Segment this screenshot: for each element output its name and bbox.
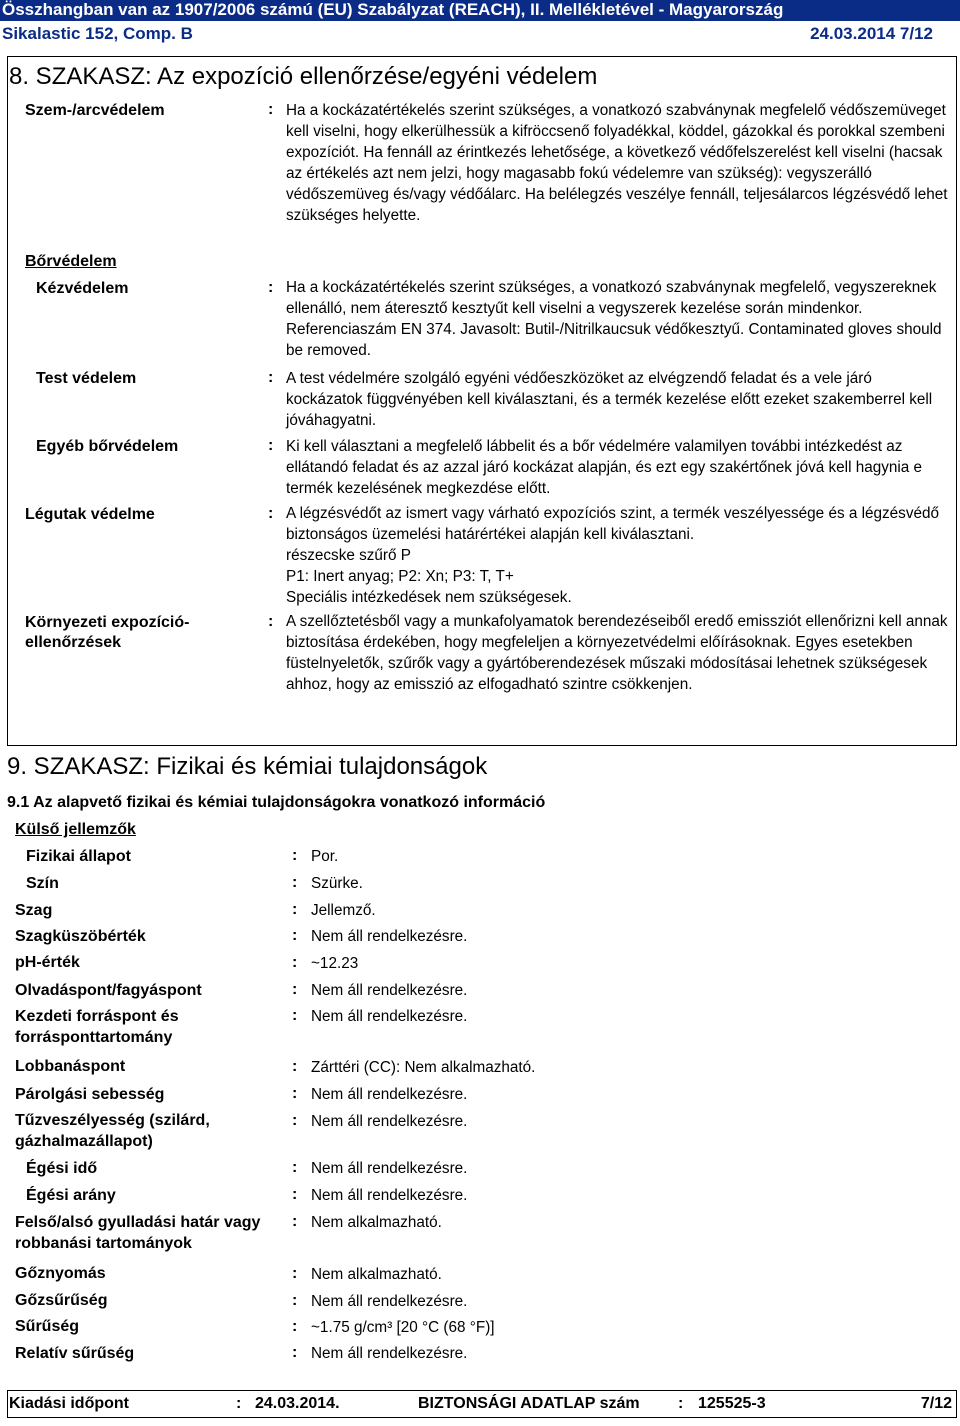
property-label: Relatív sűrűség [15,1345,135,1362]
property-value: Nem áll rendelkezésre. [311,1160,468,1177]
property-value: Nem áll rendelkezésre. [311,1113,468,1130]
footer-sds-label: BIZTONSÁGI ADATLAP szám [418,1395,640,1412]
colon: : [268,279,274,296]
property-label: Szagküszöbérték [15,928,146,945]
footer-sds-number: 125525-3 [698,1395,766,1412]
property-value: Nem áll rendelkezésre. [311,982,468,999]
colon: : [678,1395,684,1412]
colon: : [292,1213,298,1230]
property-label: Égési idő [26,1160,98,1177]
footer-page-number: 7/12 [920,1395,952,1412]
section9-title: 9. SZAKASZ: Fizikai és kémiai tulajdonságok [7,753,488,780]
property-value: Nem áll rendelkezésre. [311,1187,468,1204]
respiratory-filter: részecske szűrő P [286,547,411,564]
colon: : [292,1186,298,1203]
property-value: Nem alkalmazható. [311,1214,442,1231]
property-value: Nem alkalmazható. [311,1266,442,1283]
colon: : [292,1085,298,1102]
property-label: Felső/alsó gyulladási határ vagy robbanási tartományok [15,1214,261,1252]
property-label: Fizikai állapot [26,848,131,865]
colon: : [292,1344,298,1361]
other-skin-protection-text: Ki kell választani a megfelelő lábbelit és a bőr védelmére valamilyen további intézkedést az ellátandó feladat és az azzal járó kockázat alapján, és ezt egy szakértőnek jóvá kell hagynia e termék kezelésének megkezdése előtt. [286,438,923,497]
property-label: pH-érték [15,954,80,971]
property-value: Szürke. [311,875,363,892]
colon: : [292,1159,298,1176]
property-value: Jellemző. [311,902,376,919]
environmental-exposure-text: A szellőztetésből vagy a munkafolyamatok berendezéseiből eredő emissziót ellenőrizni kell annak biztosítása érdekében, hogy megfeleljen a környezetvédelmi előírásoknak. Egyes esetekben füstelnyeletők, szűrők vagy a gyártóberendezések műszaki módosításai lehetnek szükségesek ahhoz, hogy az emisszió az elfogadható szintre csökkenjen. [286,613,948,693]
colon: : [268,369,274,386]
eye-protection-label: Szem-/arcvédelem [25,102,165,119]
colon: : [292,981,298,998]
colon: : [292,1112,298,1129]
property-value: Por. [311,848,339,865]
other-skin-protection-label: Egyéb bőrvédelem [36,438,179,455]
colon: : [268,437,274,454]
property-value: Nem áll rendelkezésre. [311,1008,468,1025]
property-label: Lobbanáspont [15,1058,126,1075]
colon: : [292,1058,298,1075]
section9-subtitle: 9.1 Az alapvető fizikai és kémiai tulajdonságokra vonatkozó információ [7,794,546,811]
property-value: ~1.75 g/cm³ [20 °C (68 °F)] [311,1319,495,1336]
header-regulation-line: Összhangban van az 1907/2006 számú (EU) Szabályzat (REACH), II. Mellékletével - Magyarország [2,0,784,19]
property-value: Zárttéri (CC): Nem alkalmazható. [311,1059,536,1076]
colon: : [236,1395,242,1412]
respiratory-text-main: A légzésvédőt az ismert vagy várható expozíciós szint, a termék veszélyessége és a légzésvédő biztonságos üzemelési határértékei alapján kell kiválasztani. [286,505,939,543]
property-label: Gőzsűrűség [15,1292,108,1309]
colon: : [292,901,298,918]
skin-protection-heading: Bőrvédelem [25,253,117,270]
environmental-exposure-label: Környezeti expozíció-ellenőrzések [25,614,190,651]
property-label: Gőznyomás [15,1265,106,1282]
colon: : [292,1292,298,1309]
colon: : [292,927,298,944]
body-protection-label: Test védelem [36,370,137,387]
colon: : [292,1007,298,1024]
colon: : [292,954,298,971]
property-label: Tűzveszélyesség (szilárd, gázhalmazállapot) [15,1112,210,1150]
property-label: Szag [15,902,53,919]
footer-issue-label: Kiadási időpont [9,1395,129,1412]
body-protection-text: A test védelmére szolgáló egyéni védőeszközöket az elvégzendő feladat és a vele járó kockázatok függvényében kell kiválasztani, és a termék kezelése előtt ezeket szakemberrel kell jóváhagyatni. [286,370,933,429]
colon: : [268,613,274,630]
colon: : [268,505,274,522]
property-value: Nem áll rendelkezésre. [311,1293,468,1310]
respiratory-filter-classes: P1: Inert anyag; P2: Xn; P3: T, T+ [286,568,514,585]
header-product-name: Sikalastic 152, Comp. B [2,24,193,43]
respiratory-protection-text [286,503,951,608]
colon: : [268,101,274,118]
property-label: Párolgási sebesség [15,1086,165,1103]
property-label: Égési arány [26,1187,116,1204]
property-label: Kezdeti forráspont és forrásponttartomány [15,1008,179,1046]
colon: : [292,1318,298,1335]
property-value: Nem áll rendelkezésre. [311,1345,468,1362]
section8-title: 8. SZAKASZ: Az expozíció ellenőrzése/egyéni védelem [9,63,598,90]
colon: : [292,874,298,891]
property-label: Szín [26,875,59,892]
header-date-page: 24.03.2014 7/12 [810,24,933,43]
appearance-heading: Külső jellemzők [15,821,136,838]
property-value: Nem áll rendelkezésre. [311,928,468,945]
respiratory-special-measures: Speciális intézkedések nem szükségesek. [286,589,572,606]
property-label: Olvadáspont/fagyáspont [15,982,202,999]
property-label: Sűrűség [15,1318,80,1335]
property-value: Nem áll rendelkezésre. [311,1086,468,1103]
footer-issue-date: 24.03.2014. [255,1395,340,1412]
hand-protection-label: Kézvédelem [36,280,129,297]
colon: : [292,1265,298,1282]
hand-protection-text: Ha a kockázatértékelés szerint szükséges, a vonatkozó szabványnak megfelelő, vegyszereknek ellenálló, nem áteresztő kesztyűt kell viselni a vegyszerek kezelése során mindenkor. Referenciaszám EN 374. Javasolt: Butil-/Nitrilkaucsuk védőkesztyű. Contaminated gloves should be removed. [286,279,942,359]
property-value: ~12.23 [311,955,359,972]
colon: : [292,847,298,864]
eye-protection-text: Ha a kockázatértékelés szerint szükséges, a vonatkozó szabványnak megfelelő védőszemüveget kell viselni, hogy elkerülhessük a kifröccsenő folyadékkal, köddel, gázokkal és porokkal szembeni expozíciót. Ha fennáll az érintkezés lehetősége, a következő védőfelszerelést kell viselni (hacsak az értékelés azt nem jelzi, hogy magasabb fokú védelemre van szükség): vegyszerálló védőszemüveg és/vagy védőálarc. Ha belélegzés veszélye fennáll, teljesálarcos légzésvédő lehet szükséges helyette. [286,102,948,224]
respiratory-protection-label: Légutak védelme [25,506,155,523]
